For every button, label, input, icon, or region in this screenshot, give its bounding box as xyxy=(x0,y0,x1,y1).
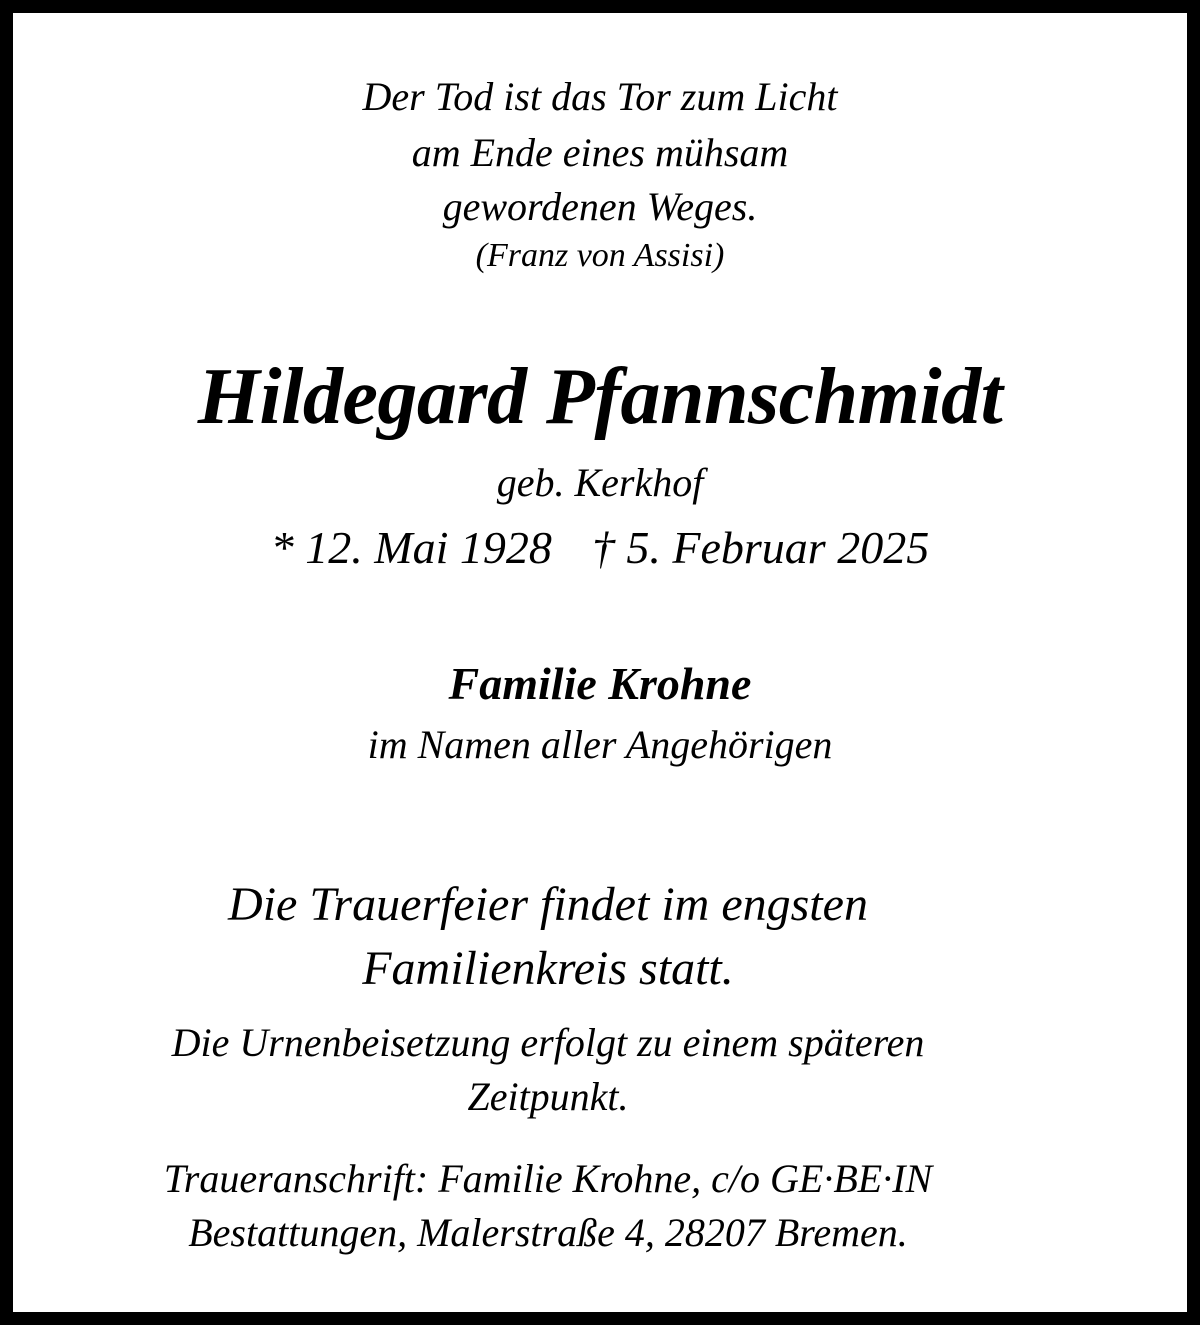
address-line-1: Traueranschrift: Familie Krohne, c/o GE·BE·IN xyxy=(163,1156,933,1201)
death-date: † 5. Februar 2025 xyxy=(591,522,930,573)
burial-line-2: Zeitpunkt. xyxy=(467,1074,629,1119)
motto-line-1: Der Tod ist das Tor zum Licht xyxy=(362,74,838,119)
motto-source: (Franz von Assisi) xyxy=(475,237,725,274)
ceremony-line-1: Die Trauerfeier findet im engsten xyxy=(228,878,868,931)
family-name: Familie Krohne xyxy=(448,658,752,709)
burial-line-1: Die Urnenbeisetzung erfolgt zu einem späteren xyxy=(171,1020,925,1065)
motto-line-3: gewordenen Weges. xyxy=(442,184,758,229)
birth-date: * 12. Mai 1928 xyxy=(270,522,552,573)
maiden-name: geb. Kerkhof xyxy=(496,460,704,505)
motto-line-2: am Ende eines mühsam xyxy=(411,130,789,175)
on-behalf-line: im Namen aller Angehörigen xyxy=(367,722,833,767)
ceremony-line-2: Familienkreis statt. xyxy=(362,942,734,995)
obituary-notice xyxy=(13,13,1187,1312)
deceased-name: Hildegard Pfannschmidt xyxy=(197,353,1003,441)
life-dates xyxy=(13,522,1187,573)
address-line-2: Bestattungen, Malerstraße 4, 28207 Bremen. xyxy=(188,1210,908,1255)
